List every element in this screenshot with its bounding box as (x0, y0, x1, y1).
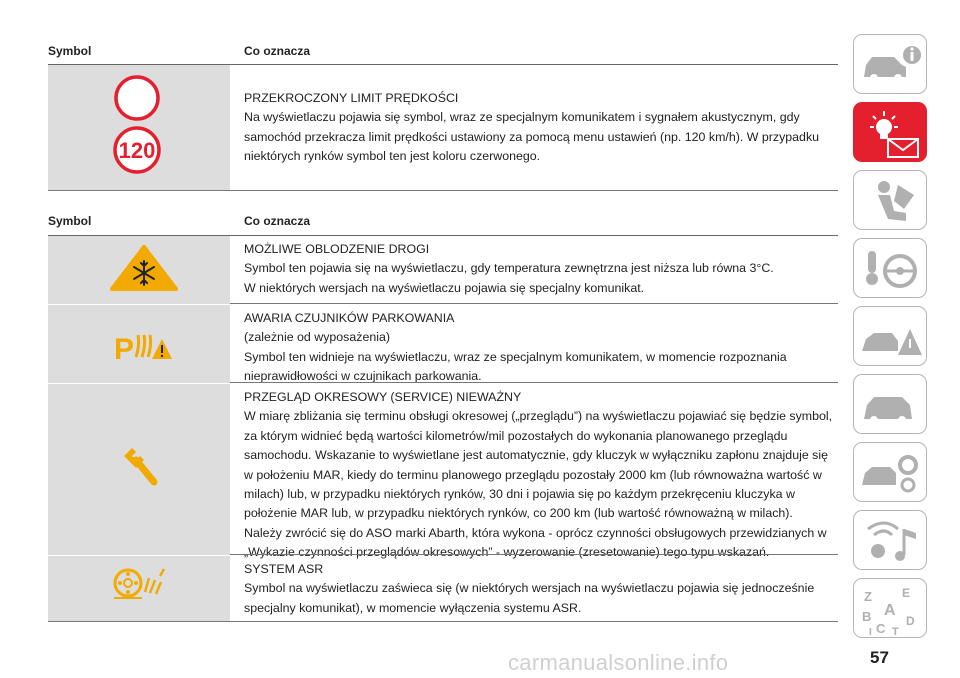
row-line: Należy zwrócić się do ASO marki Abarth, która wykona - oprócz czynności obsługowych przewidzianych w „Wykazie czynności przeglądów okresowych” - wyzerowanie (zresetowanie) tego typu wskazań. (244, 525, 827, 560)
table-row-asr (48, 556, 838, 622)
car-specs-gears-icon (854, 443, 928, 503)
tab-multimedia[interactable] (853, 510, 927, 570)
header-symbol: Symbol (48, 44, 92, 58)
page-number: 57 (870, 648, 889, 667)
description-cell (244, 89, 838, 167)
header-meaning: Co oznacza (244, 214, 311, 228)
row-line: Symbol ten widnieje na wyświetlaczu, wraz ze specjalnym komunikatem, w momencie rozpoznania nieprawidłowości w czujnikach parkowania. (244, 349, 787, 384)
watermark: carmanualsonline.info (508, 650, 729, 675)
svg-text:Z: Z (864, 589, 872, 604)
parking-sensor-fault-icon (48, 305, 230, 383)
header-symbol: Symbol (48, 214, 92, 228)
svg-text:B: B (862, 609, 872, 624)
svg-text:D: D (906, 614, 915, 628)
description-cell (244, 560, 838, 618)
row-line: W miarę zbliżania się terminu obsługi okresowej („przeglądu”) na wyświetlaczu pojawiać się będzie symbol, za którym widnieć będą wartości kilometrów/mil pozostałych do wykonania planowanego przeglądu samochodu. Wskazanie to wyświetlane jest automatycznie, gdy kluczyk w wyłączniku zapłonu znajduje się w położeniu MAR, kiedy do terminu planowego przeglądu pozostały 2000 km (lub równoważna wartość w milach) lub, w przypadku niektórych rynków, 30 dni i pojawia się po każdym przekręceniu kluczyka w położenie MAR lub, w przypadku niektórych rynków, co 200 km (lub wartość równoważną w milach). (244, 409, 833, 521)
symbol-cell (48, 305, 230, 383)
description-cell (244, 240, 838, 298)
description-cell (244, 309, 838, 387)
row-divider (48, 190, 838, 191)
row-title: PRZEKROCZONY LIMIT PRĘDKOŚCI (244, 91, 459, 105)
index-letters-icon (854, 579, 928, 639)
table1-header (48, 44, 838, 60)
tab-car-info[interactable] (853, 34, 927, 94)
tab-index[interactable] (853, 578, 927, 638)
tab-starting-driving[interactable] (853, 238, 927, 298)
table-row-speed-limit (48, 65, 838, 191)
row-title: SYSTEM ASR (244, 562, 324, 576)
description-cell (244, 388, 838, 563)
symbol-cell (48, 65, 230, 191)
symbol-cell (48, 236, 230, 304)
table2-header (48, 214, 838, 230)
symbol-cell (48, 556, 230, 622)
tab-technical-data[interactable] (853, 442, 927, 502)
svg-text:P: P (114, 333, 135, 366)
row-divider (230, 382, 838, 383)
svg-text:A: A (884, 602, 896, 619)
asr-off-icon (48, 556, 230, 622)
speed-limit-icon (48, 65, 230, 191)
speed-limit-value-outline: 120 (118, 86, 156, 111)
tab-maintenance[interactable] (853, 374, 927, 434)
svg-text:C: C (876, 621, 886, 636)
svg-text:T: T (892, 626, 899, 638)
speed-limit-value-red: 120 (118, 138, 156, 163)
car-maintenance-icon (854, 375, 928, 435)
row-divider (230, 554, 838, 555)
row-title: AWARIA CZUJNIKÓW PARKOWANIA (244, 311, 455, 325)
row-line: Symbol na wyświetlaczu zaświeca się (w niektórych wersjach na wyświetlaczu pojawia się jednocześnie specjalny komunikat), w momencie wyłączenia systemu ASR. (244, 581, 815, 615)
warning-light-message-icon (854, 103, 928, 163)
symbol-cell (48, 384, 230, 555)
svg-text:I: I (869, 627, 872, 638)
car-info-icon (854, 35, 928, 95)
row-line: (zależnie od wyposażenia) (244, 330, 391, 345)
wrench-icon (48, 384, 230, 555)
row-divider (48, 621, 838, 622)
row-divider (230, 303, 838, 304)
multimedia-icon (854, 511, 928, 571)
tab-emergency[interactable] (853, 306, 927, 366)
row-title: PRZEGLĄD OKRESOWY (SERVICE) NIEWAŻNY (244, 390, 522, 404)
table-row-service (48, 384, 838, 560)
tab-warning-lights[interactable] (853, 102, 927, 162)
key-steering-wheel-icon (854, 239, 928, 299)
row-text: Na wyświetlaczu pojawia się symbol, wraz ze specjalnym komunikatem i sygnałem akustycznym, gdy samochód przekracza limit prędkości ustawiony za pomocą menu ustawień (np. 120 km/h). W przypadku niektórych rynków symbol ten jest koloru czerwonego. (244, 110, 820, 164)
table-row-parking-sensors (48, 305, 838, 383)
row-line: Symbol ten pojawia się na wyświetlaczu, gdy temperatura zewnętrzna jest niższa lub równa 3°C. (244, 261, 774, 276)
airbag-seat-icon (854, 171, 928, 231)
row-title: MOŻLIWE OBLODZENIE DROGI (244, 242, 430, 256)
car-breakdown-icon (854, 307, 928, 367)
snowflake-warning-icon (48, 236, 230, 304)
row-line: W niektórych wersjach na wyświetlaczu pojawia się specjalny komunikat. (244, 280, 645, 295)
table-row-icy-road (48, 236, 838, 304)
header-meaning: Co oznacza (244, 44, 311, 58)
svg-text:E: E (902, 586, 911, 600)
tab-safety[interactable] (853, 170, 927, 230)
